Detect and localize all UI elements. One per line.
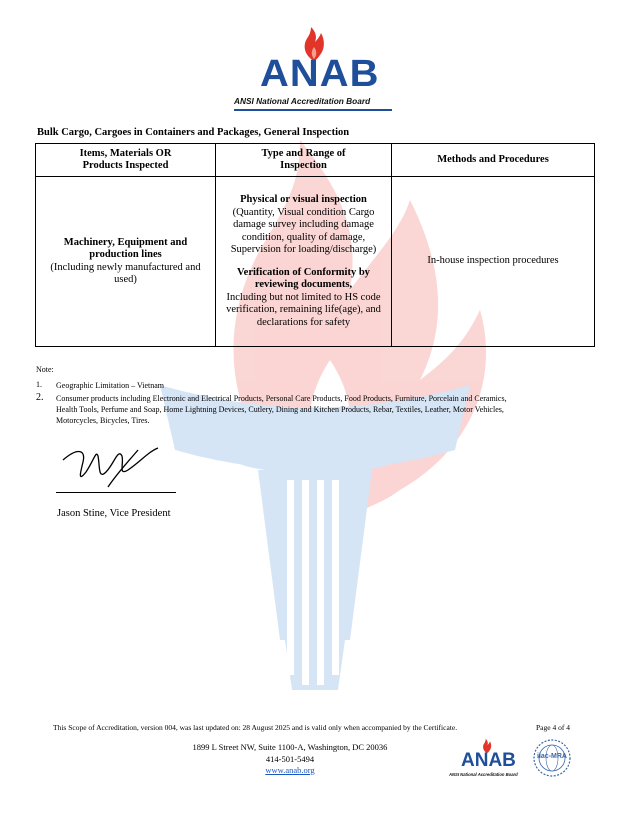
ilac-mra-logo [532,738,572,778]
section-title: Bulk Cargo, Cargoes in Containers and Packages, General Inspection [37,127,350,138]
footer-phone: 414-501-5494 [265,754,315,764]
cell-items [36,177,216,347]
item-title: Machinery, Equipment and production lines [63,236,188,260]
small-logo-tagline: ANSI National Accreditation Board [449,772,518,777]
logo-wordmark: ANAB [260,53,380,95]
cell-method: In-house inspection procedures [392,177,595,347]
anab-logo-small [448,738,526,783]
note-text: Consumer products including Electronic and Electrical Products, Personal Care Products, Food Products, Furniture, Porcelain and Ceramics, Health Tools, Perfume and Soap, Home Lightning Devices, Cutlery, Dining and Kitchen Products, Rebar, Textiles, Leather, Motor Vehicles, Motorcycles, Bicycles, Tires. [56,394,507,425]
physical-desc: (Quantity, Visual condition Cargo damage survey including damage condition, quality of damage, Supervision for loading/discharge) [230,206,377,255]
header-items: Items, Materials OR Products Inspected [36,144,216,177]
anab-logo [232,25,397,115]
ilac-label: ilac-MRA [537,753,567,760]
footer-address: 1899 L Street NW, Suite 1100-A, Washington, DC 20036 [192,742,388,752]
small-logo-wordmark: ANAB [461,750,516,771]
signer-name: Jason Stine, Vice President [57,508,171,519]
verification-title: Verification of Conformity by reviewing documents, [237,266,370,290]
physical-title: Physical or visual inspection [240,194,367,205]
note-label: Note: [36,365,54,374]
footer-scope-note: This Scope of Accreditation, version 004, was last updated on: 28 August 2025 and is valid only when accompanied by the Certificate. [53,723,458,732]
note-number: 1. [36,380,42,389]
website-link[interactable]: www.anab.org [265,765,315,775]
signature [58,442,178,492]
header-type: Type and Range of Inspection [216,144,392,177]
table-header-row [36,144,595,177]
header-methods: Methods and Procedures [392,144,595,177]
item-note: (Including newly manufactured and used) [50,261,201,285]
cell-type [216,177,392,347]
note-text: Geographic Limitation – Vietnam [56,381,165,390]
logo-underline [234,109,392,111]
table-row [36,177,595,347]
footer-website[interactable] [165,765,415,775]
logo-tagline: ANSI National Accreditation Board [234,96,371,106]
page-number: Page 4 of 4 [536,723,570,732]
verification-desc: Including but not limited to HS code verification, remaining life(age), and declarations for safety [226,291,381,328]
scope-table [35,143,595,347]
signature-line [56,492,176,493]
note-number: 2. [36,392,44,403]
